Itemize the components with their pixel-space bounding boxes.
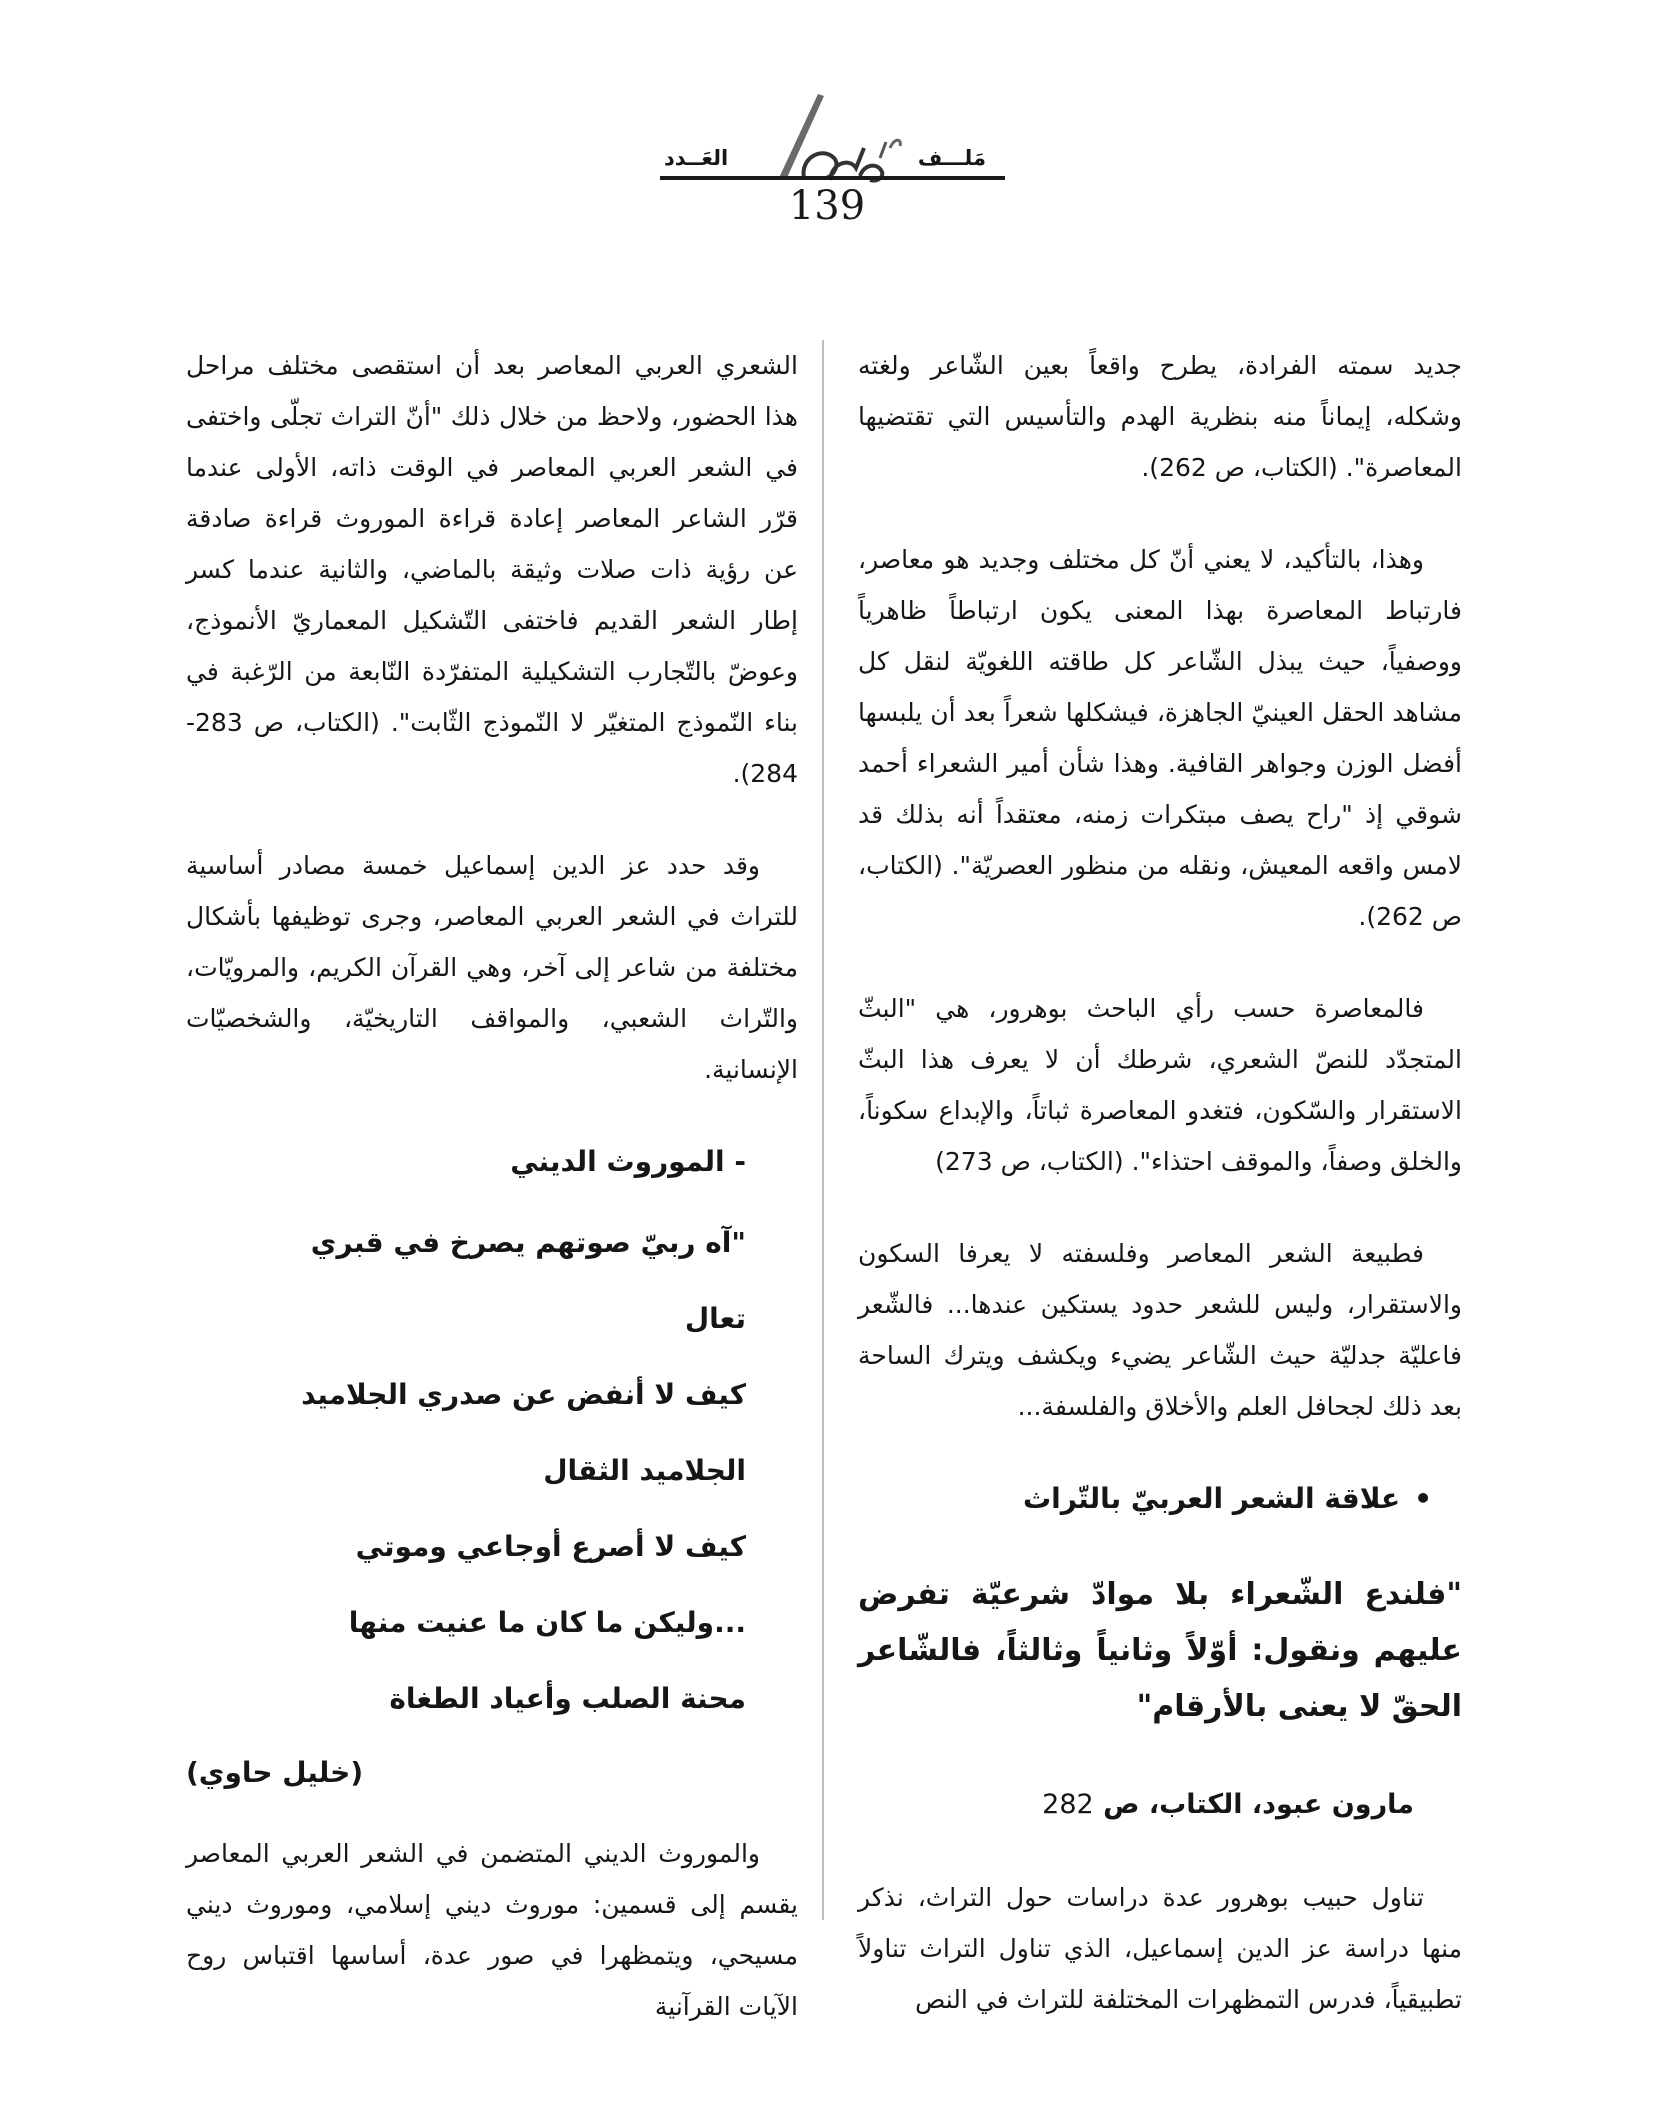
page-header xyxy=(0,0,1654,240)
poem-line: "آه ربيّ صوتهم يصرخ في قبري xyxy=(310,1226,746,1259)
issue-label: العَــدد xyxy=(664,146,729,170)
poet-name: (خليل حاوي) xyxy=(186,1756,364,1789)
poem-line: كيف لا أصرع أوجاعي وموتي xyxy=(355,1530,746,1563)
subheading: - الموروث الديني xyxy=(510,1145,746,1178)
paragraph: فالمعاصرة حسب رأي الباحث بوهرور، هي "البثّ المتجدّد للنصّ الشعري، شرطك أن لا يعرف هذا البثّ الاستقرار والسّكون، فتغدو المعاصرة ثباتاً، والإبداع سكوناً، والخلق وصفاً، والموقف احتذاء". (الكتاب، ص 273) xyxy=(858,994,1462,1176)
right-column xyxy=(858,340,1462,2066)
paragraph: والموروث الديني المتضمن في الشعر العربي المعاصر يقسم إلى قسمين: موروث ديني إسلامي، وموروث ديني مسيحي، ويتمظهرا في صور عدة، أساسها اقتباس روح الآيات القرآنية xyxy=(186,1839,798,2021)
quote-attribution xyxy=(858,1779,1462,1830)
paragraph: وقد حدد عز الدين إسماعيل خمسة مصادر أساسية للتراث في الشعر العربي المعاصر، وجرى توظيفها بأشكال مختلفة من شاعر إلى آخر، وهي القرآن الكريم، والمرويّات، والتّراث الشعبي، والمواقف التاريخيّة، والشخصيّات الإنسانية. xyxy=(186,851,798,1084)
poem-line: تعال xyxy=(684,1302,746,1335)
section-label: مَلـــف xyxy=(917,146,986,170)
poem-line: ...وليكن ما كان ما عنيت منها xyxy=(348,1606,746,1639)
paragraph: جديد سمته الفرادة، يطرح واقعاً بعين الشّاعر ولغته وشكله، إيماناً منه بنظرية الهدم والتأسيس التي تقتضيها المعاصرة". (الكتاب، ص 262). xyxy=(858,351,1462,482)
column-divider xyxy=(822,340,824,1920)
poem-line: محنة الصلب وأعياد الطغاة xyxy=(389,1682,746,1715)
bullet-icon: • xyxy=(1414,1482,1432,1515)
section-heading-text: علاقة الشعر العربيّ بالتّراث xyxy=(1023,1482,1401,1515)
attribution-page: 282 xyxy=(1042,1789,1094,1820)
left-column xyxy=(186,340,798,2073)
paragraph: تناول حبيب بوهرور عدة دراسات حول التراث، نذكر منها دراسة عز الدين إسماعيل، الذي تناول التراث تناولاً تطبيقياً، فدرس التمظهرات المختلفة للتراث في النص xyxy=(858,1883,1462,2014)
paragraph: الشعري العربي المعاصر بعد أن استقصى مختلف مراحل هذا الحضور، ولاحظ من خلال ذلك "أنّ التراث تجلّى واختفى في الشعر العربي المعاصر في الوقت ذاته، الأولى عندما قرّر الشاعر المعاصر إعادة قراءة الموروث قراءة صادقة عن رؤية ذات صلات وثيقة بالماضي، والثانية عندما كسر إطار الشعر القديم فاختفى التّشكيل المعماريّ الأنموذج، وعوضّ بالتّجارب التشكيلية المتفرّدة النّابعة من الرّغبة في بناء النّموذج المتغيّر لا النّموذج الثّابت". (الكتاب، ص 283-284). xyxy=(186,351,798,788)
poem-line: الجلاميد الثقال xyxy=(543,1454,746,1487)
poem-line: كيف لا أنفض عن صدري الجلاميد xyxy=(301,1378,746,1411)
attribution-text: مارون عبود، الكتاب، ص xyxy=(1103,1789,1414,1820)
section-heading xyxy=(858,1473,1462,1524)
epigraph-quote: "فلندع الشّعراء بلا موادّ شرعيّة تفرض عليهم ونقول: أوّلاً وثانياً وثالثاً، فالشّاعر الحقّ لا يعنى بالأرقام" xyxy=(858,1577,1462,1724)
paragraph: فطبيعة الشعر المعاصر وفلسفته لا يعرفا السكون والاستقرار، وليس للشعر حدود يستكين عندها... فالشّعر فاعليّة جدليّة حيث الشّاعر يضيء ويكشف ويترك الساحة بعد ذلك لجحافل العلم والأخلاق والفلسفة... xyxy=(858,1239,1462,1421)
page-number: 139 xyxy=(788,183,866,229)
afkar-logo-icon xyxy=(760,88,920,198)
paragraph: وهذا، بالتأكيد، لا يعني أنّ كل مختلف وجديد هو معاصر، فارتباط المعاصرة بهذا المعنى يكون ارتباطاً ظاهرياً ووصفياً، حيث يبذل الشّاعر كل طاقته اللغويّة لنقل كل مشاهد الحقل العينيّ الجاهزة، فيشكلها شعراً بعد أن يلبسها أفضل الوزن وجواهر القافية. وهذا شأن أمير الشعراء أحمد شوقي إذ "راح يصف مبتكرات زمنه، معتقداً أنه بذلك قد لامس واقعه المعيش، ونقله من منظور العصريّة". (الكتاب، ص 262). xyxy=(858,545,1462,931)
header-rule xyxy=(660,176,1005,180)
